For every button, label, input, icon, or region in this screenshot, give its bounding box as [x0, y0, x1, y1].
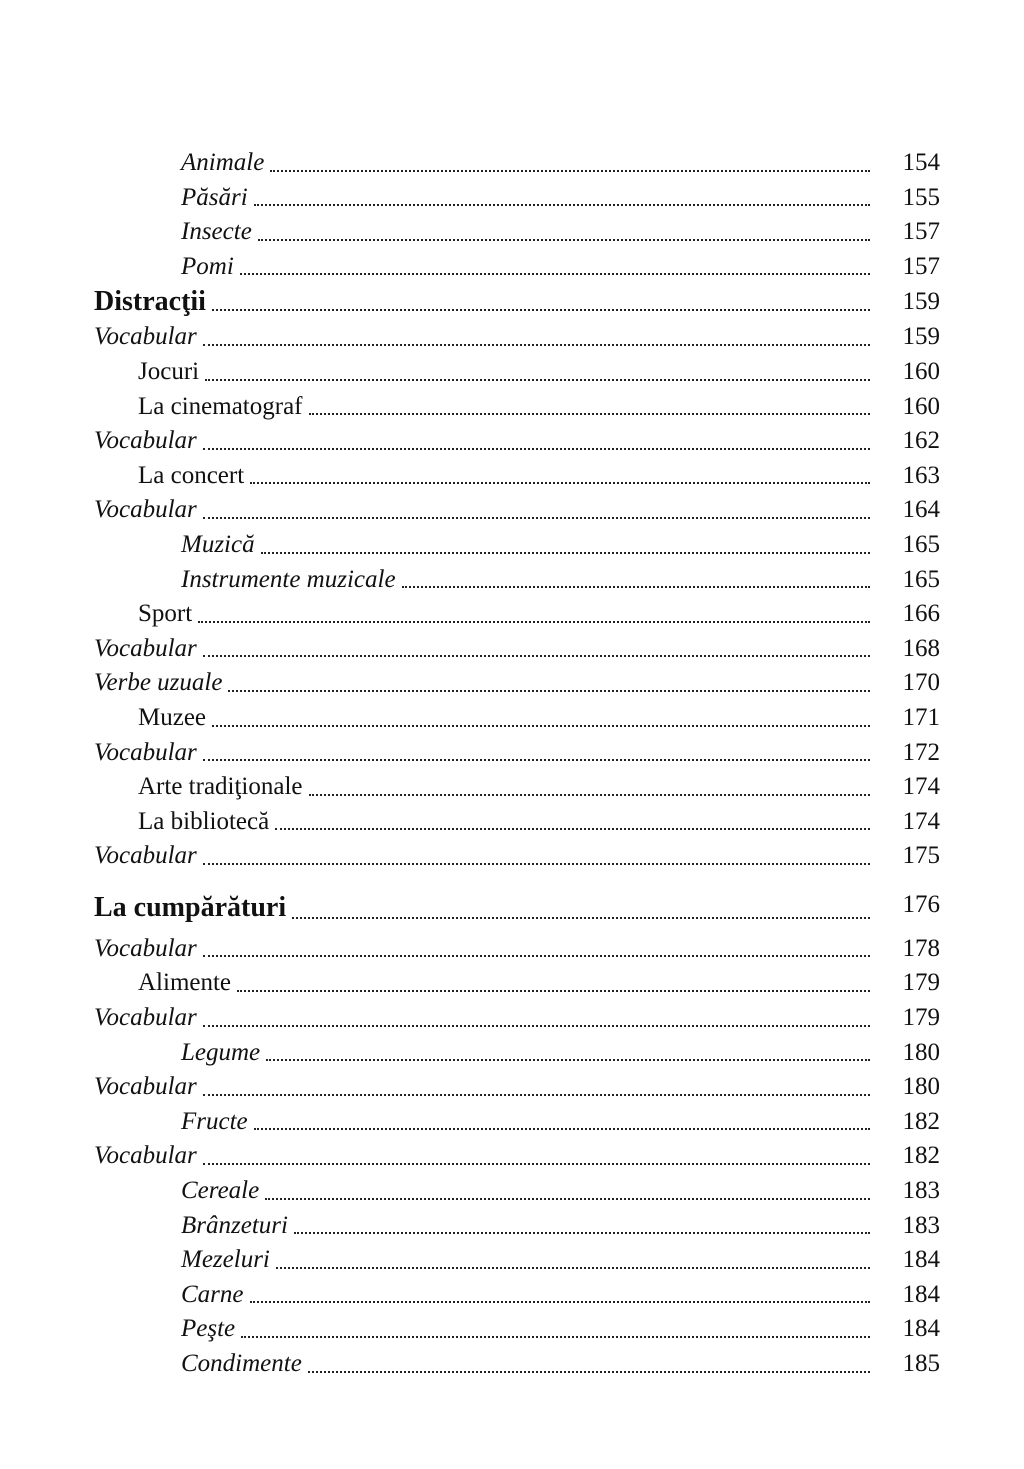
toc-entry-title: Vocabular [94, 427, 197, 455]
toc-dot-leader [237, 966, 870, 1001]
toc-page-number: 179 [902, 969, 940, 997]
toc-entry [94, 932, 940, 967]
toc-entry-title: Vocabular [94, 738, 197, 766]
toc-dot-leader [292, 888, 870, 928]
toc-page-number: 180 [902, 1038, 940, 1066]
toc-page-number: 159 [902, 288, 940, 316]
toc-dot-leader [198, 597, 870, 632]
toc-entry [94, 1001, 940, 1036]
toc-entry-title: Vocabular [94, 934, 197, 962]
toc-entry-title: Păsări [181, 183, 248, 211]
toc-dot-leader [241, 1312, 870, 1347]
toc-page-number: 185 [902, 1350, 940, 1377]
toc-dot-leader [266, 1036, 870, 1071]
toc-dot-leader [254, 1105, 870, 1140]
toc-page-number: 179 [902, 1004, 940, 1032]
toc-page-number: 175 [902, 842, 940, 870]
toc-entry [94, 528, 940, 563]
toc-entry [94, 215, 940, 250]
toc-entry [94, 1209, 940, 1244]
toc-dot-leader [205, 355, 870, 390]
toc-dot-leader [203, 932, 870, 967]
toc-entry-title: Muzee [138, 703, 207, 731]
toc-entry [94, 1070, 940, 1105]
toc-dot-leader [212, 284, 870, 320]
toc-section-heading [94, 284, 940, 320]
toc-page-number: 174 [902, 773, 940, 801]
toc-dot-leader [240, 250, 870, 285]
toc-dot-leader [203, 1001, 870, 1036]
toc-entry-title: Condimente [181, 1350, 302, 1377]
toc-dot-leader [203, 839, 870, 874]
toc-page-number: 157 [902, 218, 940, 246]
toc-dot-leader [308, 1347, 870, 1382]
table-of-contents [94, 146, 940, 1382]
toc-page-number: 160 [902, 357, 940, 385]
toc-page-number: 178 [902, 934, 940, 962]
toc-entry [94, 597, 940, 632]
toc-entry-title: Muzică [181, 530, 255, 558]
toc-entry-title: Peşte [181, 1315, 236, 1343]
toc-page-number: 184 [902, 1315, 940, 1343]
toc-entry-title: Jocuri [138, 357, 200, 385]
toc-entry [94, 1174, 940, 1209]
toc-dot-leader [270, 146, 870, 181]
toc-entry-title: Vocabular [94, 1073, 197, 1101]
toc-entry-title: Legume [181, 1038, 261, 1066]
toc-entry-title: Verbe uzuale [94, 669, 223, 697]
toc-dot-leader [203, 736, 870, 771]
toc-entry-title: Vocabular [94, 842, 197, 870]
toc-page-number: 182 [902, 1142, 940, 1170]
toc-page-number: 184 [902, 1246, 940, 1274]
toc-entry [94, 563, 940, 598]
toc-entry [94, 632, 940, 667]
toc-dot-leader [203, 424, 870, 459]
toc-entry-title: La cumpărături [94, 891, 287, 923]
toc-entry-title: Vocabular [94, 634, 197, 662]
toc-page-number: 172 [902, 738, 940, 766]
toc-dot-leader [203, 632, 870, 667]
toc-dot-leader [275, 805, 870, 840]
toc-entry [94, 181, 940, 216]
toc-entry-title: Insecte [181, 218, 252, 246]
toc-entry [94, 1243, 940, 1278]
toc-dot-leader [265, 1174, 870, 1209]
toc-entry-title: Brânzeturi [181, 1211, 288, 1239]
toc-entry [94, 355, 940, 390]
toc-section-heading [94, 888, 940, 932]
toc-page-number: 183 [902, 1211, 940, 1239]
toc-page-number: 162 [902, 427, 940, 455]
toc-entry [94, 1105, 940, 1140]
toc-page-number: 165 [902, 565, 940, 593]
toc-entry [94, 666, 940, 701]
toc-dot-leader [309, 770, 870, 805]
toc-entry [94, 805, 940, 840]
toc-page-number: 159 [902, 323, 940, 351]
toc-dot-leader [254, 181, 870, 216]
toc-entry-title: La concert [138, 461, 245, 489]
toc-page-number: 165 [902, 530, 940, 558]
toc-page-number: 157 [902, 252, 940, 280]
toc-entry [94, 493, 940, 528]
toc-page-number: 154 [902, 149, 940, 176]
toc-entry-title: Animale [181, 149, 265, 176]
toc-page-number: 164 [902, 496, 940, 524]
toc-entry [94, 146, 940, 181]
toc-dot-leader [276, 1243, 870, 1278]
toc-dot-leader [258, 215, 870, 250]
toc-entry [94, 770, 940, 805]
toc-entry-title: Fructe [181, 1107, 248, 1135]
toc-page-number: 155 [902, 183, 940, 211]
toc-page-number: 176 [902, 890, 940, 918]
toc-entry-title: Instrumente muzicale [181, 565, 396, 593]
toc-dot-leader [402, 563, 870, 598]
toc-page-number: 171 [902, 703, 940, 731]
toc-page-number: 174 [902, 807, 940, 835]
toc-entry [94, 736, 940, 771]
toc-entry-title: Sport [138, 600, 193, 628]
toc-entry-title: Alimente [138, 969, 232, 997]
toc-entry-title: Carne [181, 1280, 244, 1308]
toc-dot-leader [203, 1070, 870, 1105]
toc-entry [94, 701, 940, 736]
toc-entry [94, 320, 940, 355]
toc-entry-title: Vocabular [94, 1142, 197, 1170]
toc-page-number: 180 [902, 1073, 940, 1101]
toc-dot-leader [212, 701, 870, 736]
toc-entry [94, 1312, 940, 1347]
toc-dot-leader [250, 459, 870, 494]
toc-entry [94, 390, 940, 425]
toc-page-number: 184 [902, 1280, 940, 1308]
toc-page-number: 163 [902, 461, 940, 489]
toc-dot-leader [309, 390, 870, 425]
toc-entry [94, 1036, 940, 1071]
toc-entry-title: Vocabular [94, 1004, 197, 1032]
toc-entry [94, 250, 940, 285]
toc-entry-title: Vocabular [94, 323, 197, 351]
toc-dot-leader [261, 528, 870, 563]
toc-entry [94, 1278, 940, 1313]
toc-dot-leader [228, 666, 870, 701]
toc-entry-title: Cereale [181, 1177, 260, 1205]
toc-entry-title: La bibliotecă [138, 807, 270, 835]
toc-entry [94, 839, 940, 874]
toc-entry [94, 1139, 940, 1174]
toc-entry [94, 1347, 940, 1382]
toc-dot-leader [294, 1209, 870, 1244]
toc-dot-leader [203, 493, 870, 528]
toc-page-number: 183 [902, 1177, 940, 1205]
toc-entry-title: Pomi [181, 252, 234, 280]
toc-entry-title: Distracţii [94, 286, 206, 318]
toc-entry-title: La cinematograf [138, 392, 303, 420]
toc-entry [94, 459, 940, 494]
toc-entry [94, 966, 940, 1001]
toc-entry-title: Mezeluri [181, 1246, 270, 1274]
toc-page-number: 160 [902, 392, 940, 420]
toc-page-number: 168 [902, 634, 940, 662]
toc-page-number: 170 [902, 669, 940, 697]
toc-dot-leader [250, 1278, 870, 1313]
toc-dot-leader [203, 1139, 870, 1174]
toc-entry [94, 424, 940, 459]
toc-page-number: 166 [902, 600, 940, 628]
toc-dot-leader [203, 320, 870, 355]
toc-entry-title: Vocabular [94, 496, 197, 524]
toc-entry-title: Arte tradiţionale [138, 773, 303, 801]
toc-page-number: 182 [902, 1107, 940, 1135]
